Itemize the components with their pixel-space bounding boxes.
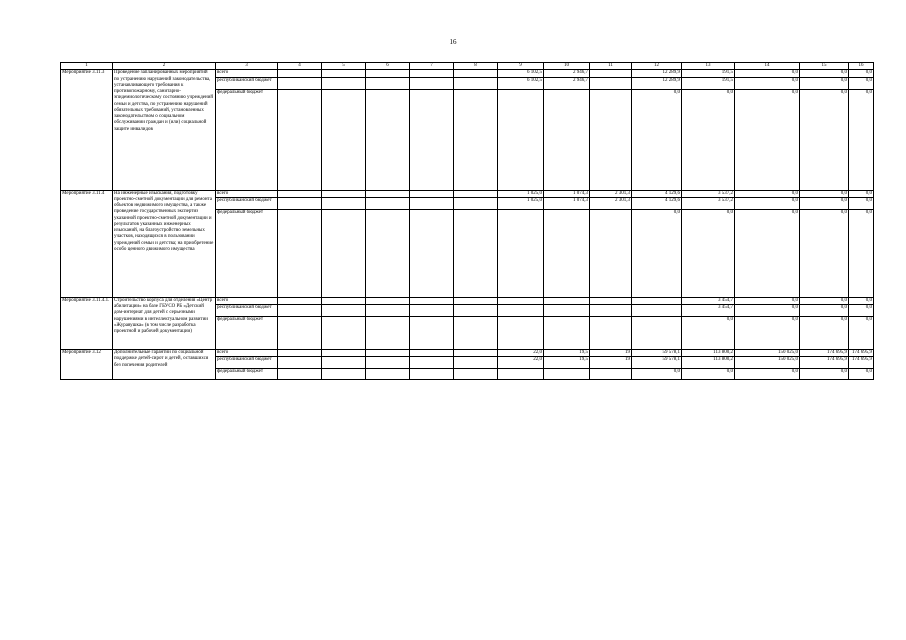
value-cell — [278, 89, 322, 190]
value-cell — [366, 190, 410, 197]
value-cell: 0,0 — [849, 369, 874, 380]
value-cell: 0,0 — [849, 190, 874, 197]
value-cell — [544, 369, 590, 380]
value-cell — [632, 305, 682, 317]
value-cell: 19 — [590, 350, 632, 357]
table-row — [61, 297, 874, 304]
funding-source: всего — [216, 297, 278, 304]
value-cell — [498, 209, 544, 297]
value-cell: 22,0 — [498, 350, 544, 357]
value-cell — [590, 297, 632, 304]
header-cell: 1 — [61, 63, 113, 70]
value-cell: 113 800,2 — [682, 357, 735, 369]
value-cell: 0,0 — [632, 209, 682, 297]
value-cell — [454, 369, 498, 380]
value-cell: 191,5 — [682, 70, 735, 77]
value-cell — [322, 197, 366, 209]
value-cell: 3 454,7 — [682, 297, 735, 304]
value-cell: 0,0 — [800, 317, 849, 350]
value-cell — [544, 305, 590, 317]
value-cell: 0,0 — [735, 317, 800, 350]
value-cell: 0,0 — [735, 89, 800, 190]
value-cell: 3 537,2 — [682, 190, 735, 197]
value-cell — [498, 369, 544, 380]
activity-code: Мероприятие 3.11.4.1. — [61, 297, 113, 349]
value-cell: 0,0 — [849, 317, 874, 350]
value-cell: 0,0 — [735, 197, 800, 209]
value-cell: 174 695,9 — [849, 350, 874, 357]
value-cell — [322, 70, 366, 77]
value-cell — [278, 305, 322, 317]
value-cell: 3 454,7 — [682, 305, 735, 317]
value-cell — [410, 350, 454, 357]
activity-description: Проведение запланированных мероприятий по устранению нарушений законодательства, устанавливающего требования к противопожарному, санитарно-эпидемиологическому состоянию учреждений семьи и детства, по устранению нарушений обязательных требований, установленных законодательством о социальном обслуживании граждан и (или) социальной защите инвалидов — [113, 70, 216, 190]
value-cell: 0,0 — [849, 209, 874, 297]
value-cell: 0,0 — [682, 209, 735, 297]
value-cell — [322, 305, 366, 317]
value-cell — [278, 369, 322, 380]
value-cell — [278, 350, 322, 357]
header-cell: 6 — [366, 63, 410, 70]
value-cell: 19,5 — [544, 350, 590, 357]
funding-source: республиканский бюджет — [216, 357, 278, 369]
funding-source: всего — [216, 190, 278, 197]
value-cell — [410, 357, 454, 369]
value-cell: 0,0 — [682, 317, 735, 350]
value-cell: 174 695,9 — [800, 357, 849, 369]
header-cell: 2 — [113, 63, 216, 70]
value-cell: 4 129,6 — [632, 197, 682, 209]
header-cell: 14 — [735, 63, 800, 70]
value-cell: 12 289,9 — [632, 77, 682, 89]
value-cell — [498, 89, 544, 190]
value-cell — [590, 305, 632, 317]
value-cell: 0,0 — [735, 369, 800, 380]
header-cell: 16 — [849, 63, 874, 70]
value-cell: 0,0 — [735, 305, 800, 317]
value-cell: 19 — [590, 357, 632, 369]
value-cell: 0,0 — [800, 77, 849, 89]
value-cell: 1 025,0 — [498, 190, 544, 197]
value-cell: 59 578,1 — [632, 357, 682, 369]
value-cell: 1 025,0 — [498, 197, 544, 209]
value-cell: 150 025,0 — [735, 357, 800, 369]
value-cell: 0,0 — [735, 190, 800, 197]
page-number: 16 — [449, 38, 457, 46]
value-cell: 1 074,3 — [544, 197, 590, 209]
value-cell: 0,0 — [849, 197, 874, 209]
value-cell: 0,0 — [849, 70, 874, 77]
header-cell: 11 — [590, 63, 632, 70]
value-cell — [410, 297, 454, 304]
value-cell — [410, 89, 454, 190]
header-cell: 12 — [632, 63, 682, 70]
header-cell: 7 — [410, 63, 454, 70]
value-cell — [410, 77, 454, 89]
value-cell — [366, 305, 410, 317]
value-cell: 6 102,5 — [498, 70, 544, 77]
value-cell: 4 129,6 — [632, 190, 682, 197]
value-cell — [454, 317, 498, 350]
value-cell: 174 695,9 — [849, 357, 874, 369]
value-cell — [544, 209, 590, 297]
value-cell — [322, 77, 366, 89]
header-cell: 5 — [322, 63, 366, 70]
value-cell — [278, 317, 322, 350]
funding-source: республиканский бюджет — [216, 305, 278, 317]
value-cell — [590, 369, 632, 380]
value-cell: 0,0 — [800, 209, 849, 297]
value-cell — [454, 350, 498, 357]
value-cell: 2 946,7 — [544, 77, 590, 89]
value-cell — [366, 297, 410, 304]
value-cell — [410, 209, 454, 297]
value-cell — [278, 70, 322, 77]
value-cell: 0,0 — [800, 89, 849, 190]
value-cell: 0,0 — [735, 209, 800, 297]
value-cell — [590, 70, 632, 77]
header-cell: 9 — [498, 63, 544, 70]
activity-description: Дополнительные гарантии по социальной поддержке детей-сирот и детей, оставшихся без попечения родителей — [113, 350, 216, 380]
value-cell: 0,0 — [800, 197, 849, 209]
funding-source: федеральный бюджет — [216, 317, 278, 350]
funding-source: федеральный бюджет — [216, 89, 278, 190]
value-cell: 2 946,7 — [544, 70, 590, 77]
value-cell: 0,0 — [735, 297, 800, 304]
header-cell: 10 — [544, 63, 590, 70]
value-cell — [366, 77, 410, 89]
value-cell — [632, 317, 682, 350]
value-cell: 113 800,2 — [682, 350, 735, 357]
funding-source: федеральный бюджет — [216, 209, 278, 297]
value-cell: 191,5 — [682, 77, 735, 89]
value-cell — [322, 89, 366, 190]
value-cell — [366, 369, 410, 380]
value-cell: 19,5 — [544, 357, 590, 369]
value-cell: 0,0 — [849, 89, 874, 190]
value-cell: 0,0 — [849, 305, 874, 317]
funding-source: республиканский бюджет — [216, 77, 278, 89]
activity-code: Мероприятие 3.12 — [61, 350, 113, 380]
header-cell: 15 — [800, 63, 849, 70]
value-cell — [410, 70, 454, 77]
funding-source: всего — [216, 350, 278, 357]
value-cell: 0,0 — [800, 369, 849, 380]
value-cell: 0,0 — [800, 305, 849, 317]
value-cell — [454, 209, 498, 297]
value-cell — [498, 317, 544, 350]
value-cell — [366, 70, 410, 77]
value-cell: 22,0 — [498, 357, 544, 369]
value-cell — [322, 317, 366, 350]
value-cell: 0,0 — [800, 70, 849, 77]
value-cell — [590, 209, 632, 297]
value-cell — [410, 305, 454, 317]
value-cell — [590, 89, 632, 190]
value-cell — [498, 305, 544, 317]
value-cell — [366, 350, 410, 357]
value-cell — [366, 317, 410, 350]
funding-source: республиканский бюджет — [216, 197, 278, 209]
value-cell — [366, 209, 410, 297]
value-cell — [278, 209, 322, 297]
value-cell: 0,0 — [735, 70, 800, 77]
value-cell — [544, 89, 590, 190]
funding-source: всего — [216, 70, 278, 77]
value-cell — [278, 190, 322, 197]
value-cell — [278, 77, 322, 89]
activity-description: Строительство корпуса для отделения «Центр абилитации» на базе ГБУСО РБ «Детский дом-интернат для детей с серьезными нарушениями в интеллектуальном развитии «Журавушка» (в том числе разработка проектной и рабочей документации) — [113, 297, 216, 349]
value-cell — [590, 317, 632, 350]
value-cell: 6 102,5 — [498, 77, 544, 89]
value-cell — [454, 77, 498, 89]
value-cell — [278, 197, 322, 209]
value-cell — [590, 77, 632, 89]
value-cell: 12 289,9 — [632, 70, 682, 77]
value-cell: 0,0 — [849, 77, 874, 89]
value-cell: 0,0 — [632, 369, 682, 380]
value-cell: 3 537,2 — [682, 197, 735, 209]
value-cell — [410, 190, 454, 197]
value-cell — [366, 89, 410, 190]
table-row — [61, 350, 874, 357]
value-cell: 150 025,0 — [735, 350, 800, 357]
value-cell — [366, 197, 410, 209]
value-cell — [454, 305, 498, 317]
value-cell: 0,0 — [800, 190, 849, 197]
value-cell — [454, 190, 498, 197]
value-cell: 0,0 — [632, 89, 682, 190]
value-cell — [322, 357, 366, 369]
value-cell: 59 578,1 — [632, 350, 682, 357]
header-row — [61, 63, 874, 70]
value-cell — [544, 297, 590, 304]
value-cell — [322, 209, 366, 297]
header-cell: 8 — [454, 63, 498, 70]
header-cell: 3 — [216, 63, 278, 70]
value-cell — [544, 317, 590, 350]
value-cell: 174 695,9 — [800, 350, 849, 357]
value-cell — [322, 190, 366, 197]
value-cell — [322, 350, 366, 357]
header-cell: 4 — [278, 63, 322, 70]
activity-code: Мероприятие 3.11.3 — [61, 70, 113, 190]
value-cell — [454, 197, 498, 209]
activity-code: Мероприятие 3.11.4 — [61, 190, 113, 297]
value-cell: 2 301,3 — [590, 190, 632, 197]
value-cell — [278, 357, 322, 369]
value-cell — [322, 297, 366, 304]
header-cell: 13 — [682, 63, 735, 70]
value-cell: 0,0 — [682, 369, 735, 380]
value-cell: 2 301,3 — [590, 197, 632, 209]
budget-table — [60, 62, 874, 380]
value-cell: 0,0 — [735, 77, 800, 89]
activity-description: На инженерные изыскания, подготовку проектно-сметной документации для ремонта объектов недвижимого имущества, а также проведение государственных экспертиз указанной проектно-сметной документации и результатов указанных инженерных изысканий, на благоустройство земельных участков, находящихся в пользовании учреждений семьи и детства; на приобретение особо ценного движимого имущества — [113, 190, 216, 297]
value-cell: 0,0 — [849, 297, 874, 304]
value-cell — [454, 297, 498, 304]
value-cell: 0,0 — [682, 89, 735, 190]
value-cell — [454, 357, 498, 369]
value-cell — [632, 297, 682, 304]
value-cell — [410, 197, 454, 209]
table-row — [61, 70, 874, 77]
value-cell: 1 074,3 — [544, 190, 590, 197]
value-cell — [278, 297, 322, 304]
value-cell — [410, 317, 454, 350]
table-row — [61, 190, 874, 197]
value-cell: 0,0 — [800, 297, 849, 304]
value-cell — [454, 89, 498, 190]
value-cell — [454, 70, 498, 77]
value-cell — [498, 297, 544, 304]
value-cell — [366, 357, 410, 369]
value-cell — [322, 369, 366, 380]
value-cell — [410, 369, 454, 380]
funding-source: федеральный бюджет — [216, 369, 278, 380]
